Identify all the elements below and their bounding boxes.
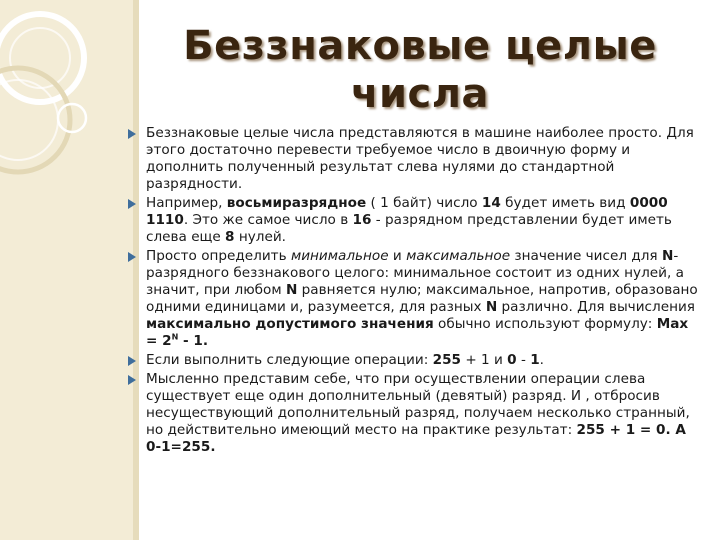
formula-text: Max = 2 bbox=[146, 316, 689, 349]
item-text: будет иметь вид bbox=[500, 195, 630, 211]
item-bold-text: 8 bbox=[225, 229, 235, 245]
item-text: нулей. bbox=[234, 229, 286, 245]
item-text: Если выполнить следующие операции: bbox=[146, 352, 433, 368]
formula-text: - 1. bbox=[178, 333, 209, 349]
item-bold-text: максимально допустимого значения bbox=[146, 316, 434, 332]
title-line-2: числа bbox=[351, 71, 489, 117]
item-text: - разрядном представлении будет иметь слева еще bbox=[146, 212, 672, 245]
item-bold-text: N bbox=[285, 282, 298, 298]
item-bold-text: 14 bbox=[481, 195, 501, 211]
item-text: различно. Для вычисления bbox=[497, 299, 695, 315]
item-bold-text: восьмиразрядное bbox=[226, 195, 367, 211]
item-bold-text: N bbox=[485, 299, 498, 315]
bullet-list bbox=[128, 125, 702, 458]
item-text: - bbox=[516, 352, 531, 368]
item-text: обычно используют формулу: bbox=[433, 316, 657, 332]
item-bold-text: N bbox=[661, 248, 674, 264]
item-text: -разрядного беззнакового целого: минимальное состоит из одних нулей, а значит, при любом bbox=[146, 248, 684, 298]
item-text: . Это же самое число в bbox=[183, 212, 353, 228]
item-bold-text: 16 bbox=[352, 212, 372, 228]
formula-superscript: N bbox=[171, 332, 179, 342]
item-text: и bbox=[388, 248, 407, 264]
list-item bbox=[128, 371, 702, 456]
slide-title bbox=[140, 22, 700, 118]
triangle-bullet-icon bbox=[128, 356, 136, 366]
item-text: Мысленно представим себе, что при осуществлении операции слева существует еще один дополнительный (девятый) разряд. И , отбросив несуществующий дополнительный разряд, получаем несколько странный, но действительно имеющий место на практике результат: bbox=[146, 371, 690, 438]
title-line-1: Беззнаковые целые bbox=[183, 23, 657, 69]
item-bold-text: 255 bbox=[432, 352, 461, 368]
item-text: ( 1 байт) число bbox=[366, 195, 482, 211]
triangle-bullet-icon bbox=[128, 129, 136, 139]
list-item bbox=[128, 195, 702, 246]
item-bold-text: 1 bbox=[530, 352, 540, 368]
item-text: Просто определить bbox=[146, 248, 291, 264]
item-text: Например, bbox=[146, 195, 227, 211]
list-item bbox=[128, 125, 702, 193]
list-item bbox=[128, 352, 702, 369]
item-bold-text: 0 bbox=[507, 352, 517, 368]
item-text: Беззнаковые целые числа представляются в машине наиболее просто. Для этого достаточно перевести требуемое число в двоичную форму и дополнить полученный результат слева нулями до стандартной разрядности. bbox=[146, 125, 694, 192]
triangle-bullet-icon bbox=[128, 252, 136, 262]
triangle-bullet-icon bbox=[128, 375, 136, 385]
triangle-bullet-icon bbox=[128, 199, 136, 209]
item-text: значение чисел для bbox=[510, 248, 662, 264]
item-italic-text: минимальное bbox=[290, 248, 389, 264]
item-text: + 1 и bbox=[461, 352, 508, 368]
item-bold-text: 0000 1110 bbox=[146, 195, 668, 228]
item-bold-text: 255 + 1 = 0. А 0-1=255. bbox=[146, 422, 686, 455]
list-item bbox=[128, 248, 702, 350]
item-italic-text: максимальное bbox=[406, 248, 511, 264]
item-text: равняется нулю; максимальное, напротив, образовано одними единицами и, разумеется, для разных bbox=[146, 282, 698, 315]
item-text: . bbox=[539, 352, 544, 368]
